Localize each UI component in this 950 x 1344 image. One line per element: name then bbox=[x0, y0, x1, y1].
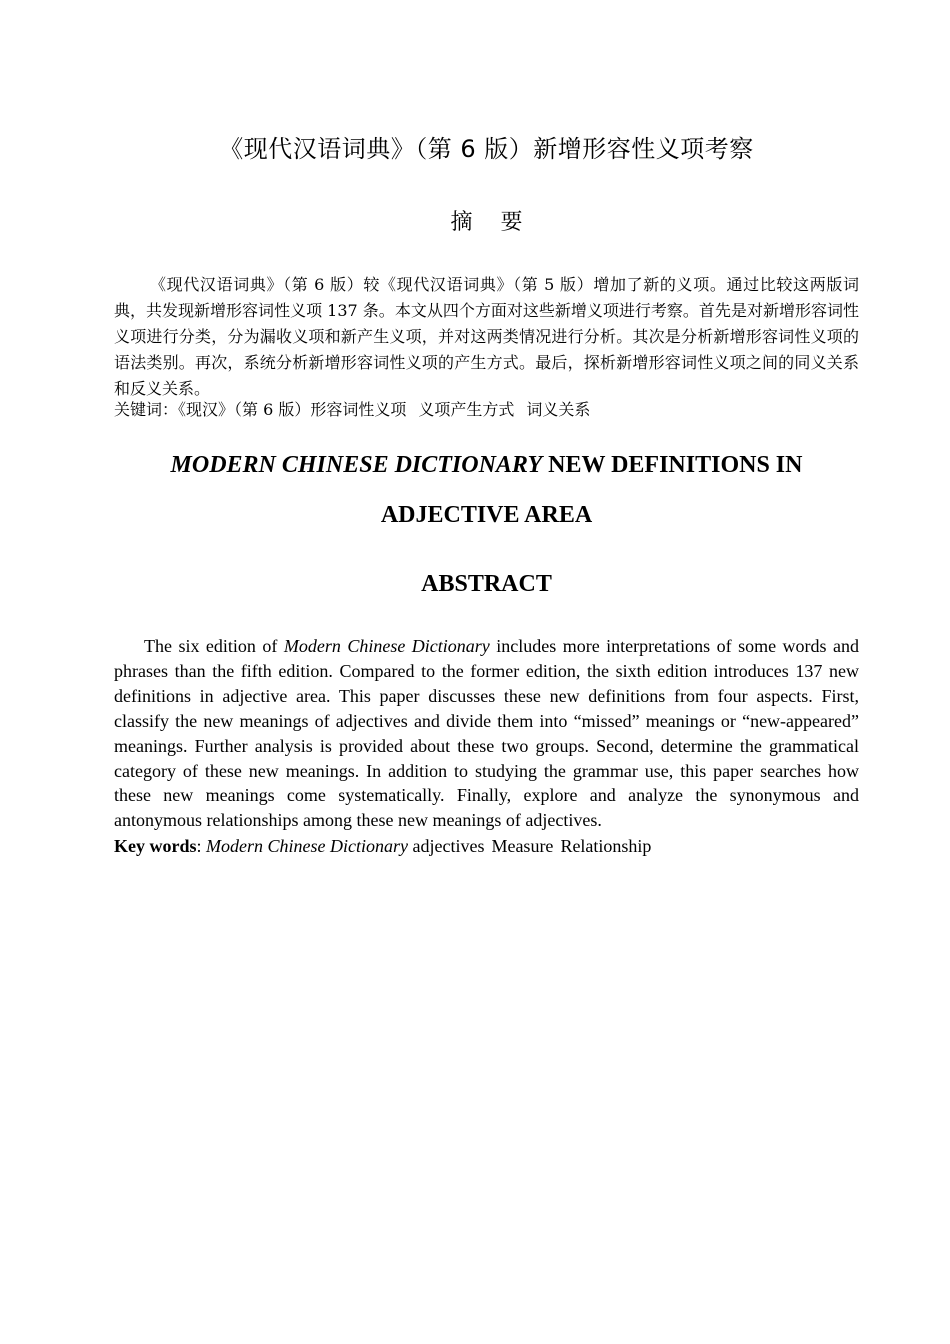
chinese-keyword: 《现汉》（第 6 版）形容词性义项 bbox=[178, 400, 407, 419]
english-keyword: adjectives bbox=[412, 836, 485, 856]
chinese-abstract-body: 《现代汉语词典》（第 6 版）较《现代汉语词典》（第 5 版）增加了新的义项。通过比较这两版词典，共发现新增形容词性义项 137 条。本文从四个方面对这些新增义项进行考察。首先是对新增形容词性义项进行分类，分为漏收义项和新产生义项，并对这两类情况进行分析。其次是分析新增形容词性义项的语法类别。再次，系统分析新增形容词性义项的产生方式。最后，探析新增形容词性义项之间的同义关系和反义关系。 bbox=[114, 275, 859, 398]
english-keyword: Modern Chinese Dictionary bbox=[206, 836, 408, 856]
english-keywords: Key words: Modern Chinese Dictionary adjectives Measure Relationship bbox=[114, 836, 652, 856]
english-title bbox=[114, 440, 859, 540]
english-title-rest: NEW DEFINITIONS IN ADJECTIVE AREA bbox=[380, 452, 803, 528]
english-abstract-text: The six edition of bbox=[144, 636, 284, 656]
english-title-italic: MODERN CHINESE DICTIONARY bbox=[170, 452, 543, 478]
chinese-keywords-label: 关键词： bbox=[114, 400, 179, 419]
chinese-keywords bbox=[114, 397, 859, 423]
chinese-title: 《现代汉语词典》（第 6 版）新增形容性义项考察 bbox=[219, 135, 754, 163]
english-abstract-italic: Modern Chinese Dictionary bbox=[283, 636, 490, 656]
chinese-abstract-heading: 摘要 bbox=[450, 210, 551, 235]
english-abstract-body bbox=[114, 634, 859, 833]
english-keyword: Measure bbox=[491, 836, 554, 856]
english-keywords-label: Key words bbox=[114, 836, 197, 856]
english-abstract-text: includes more interpretations of some words and phrases than the fifth edition. Compared to the former edition, the sixth edition introduces 137 new definitions in adjective area. This paper discusses these new definitions from four aspects. First, classify the new meanings of adjectives and divide them into “missed” meanings or “new-appeared” meanings. Further analysis is provided about these two groups. Second, determine the grammatical category of these new meanings. In addition to studying the grammar use, this paper searches how these new meanings come systematically. Finally, explore and analyze the synonymous and antonymous relationships among these new meanings of adjectives. bbox=[114, 636, 859, 831]
english-keyword: Relationship bbox=[560, 836, 652, 856]
english-abstract-heading: ABSTRACT bbox=[421, 571, 552, 597]
chinese-keyword: 义项产生方式 bbox=[418, 400, 515, 419]
chinese-keyword: 词义关系 bbox=[526, 400, 591, 419]
